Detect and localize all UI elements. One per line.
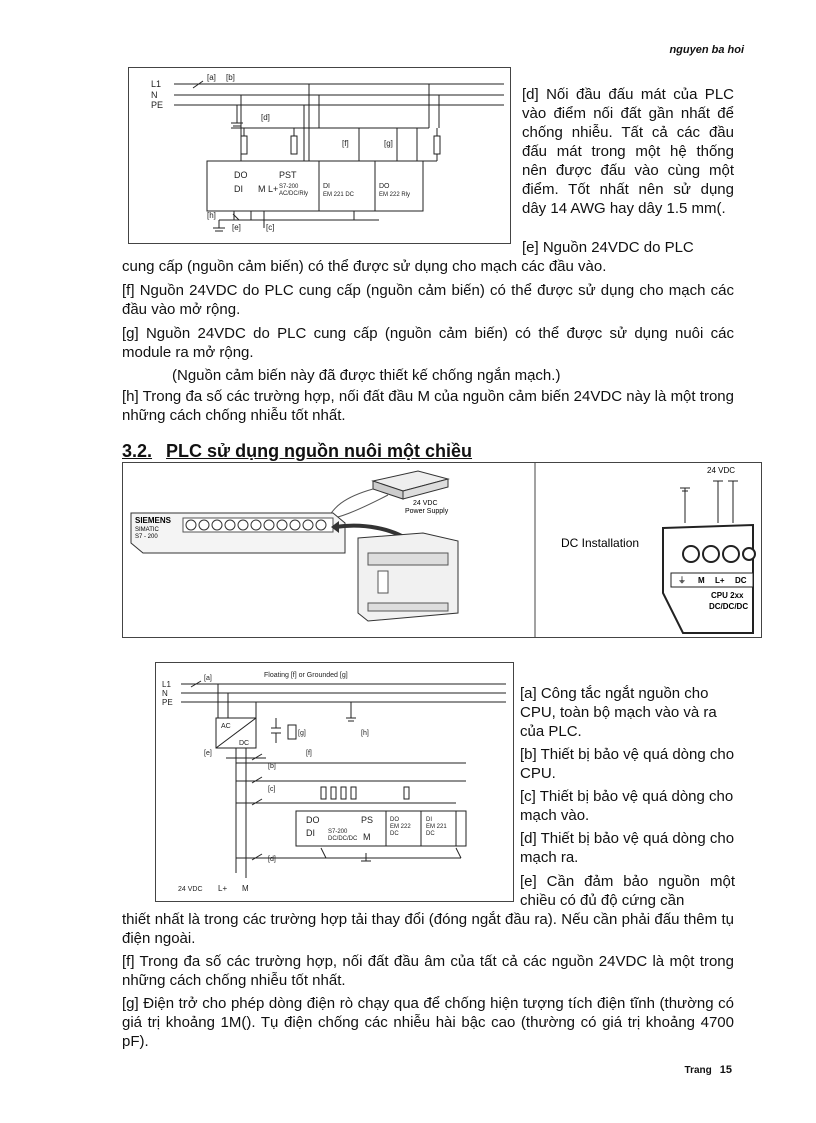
tag-label: [b] bbox=[226, 73, 235, 82]
cpu-label: DO bbox=[306, 815, 320, 825]
plc-brand: SIEMENS bbox=[135, 516, 172, 525]
tag-label: [g] bbox=[298, 730, 306, 737]
cpu-label: PS bbox=[361, 815, 374, 825]
diagram-title: Floating [f] or Grounded [g] bbox=[264, 672, 348, 679]
terminal-screw-icon bbox=[225, 520, 235, 530]
note-g2: [g] Điện trở cho phép dòng điện rò chạy qua để chống hiện tượng tích điện tĩnh (thường có giá trị khoảng 1M(). Tụ điện chống các nhiễu hài bậc cao (thường có giá trị khoảng 4700 pF). bbox=[122, 995, 734, 1050]
note-b: [b] Thiết bị bảo vệ quá dòng cho CPU. bbox=[520, 746, 735, 782]
terminal-screw-icon bbox=[251, 520, 261, 530]
line-label: N bbox=[151, 90, 158, 100]
tag-label: [a] bbox=[207, 73, 216, 82]
supply-terminal: L+ bbox=[218, 884, 228, 893]
terminal-label: ⏚ bbox=[678, 576, 686, 585]
tag-label: [c] bbox=[268, 786, 276, 793]
tag-label: [f] bbox=[306, 750, 312, 757]
terminal-screw-icon bbox=[277, 520, 287, 530]
em222-label: DO bbox=[379, 183, 390, 190]
tag-label: [b] bbox=[268, 763, 276, 770]
note-short-circuit: (Nguồn cảm biến này đã được thiết kế chống ngắn mạch.) bbox=[172, 367, 561, 384]
cpu-label: S7-200 bbox=[279, 184, 299, 190]
em222-label: EM 222 Rly bbox=[379, 192, 411, 198]
terminal-screw-icon bbox=[290, 520, 300, 530]
cpu-label: S7-200 bbox=[328, 829, 348, 835]
note-e2-first: [e] Cần đảm bảo nguồn một chiều có đủ độ cứng cần bbox=[520, 873, 735, 909]
note-f: [f] Nguồn 24VDC do PLC cung cấp (nguồn cảm biến) có thể được sử dụng cho mạch các đầu vào mở rộng. bbox=[122, 282, 734, 318]
dc-install-label: DC Installation bbox=[561, 536, 640, 550]
note-e2-rest: thiết nhất là trong các trường hợp tải thay đổi (đóng ngắt đầu ra). Nếu cần phải đấu thêm tụ điện ngoài. bbox=[122, 911, 734, 947]
terminal-label: DC bbox=[735, 576, 747, 585]
page-number: 15 bbox=[719, 1064, 732, 1076]
section-title: PLC sử dụng nguồn nuôi một chiều bbox=[166, 441, 473, 461]
line-label: L1 bbox=[162, 680, 171, 689]
terminal-screw-icon bbox=[316, 520, 326, 530]
line-label: N bbox=[162, 689, 168, 698]
plc-unit-photo bbox=[358, 533, 458, 621]
plc-series: S7 - 200 bbox=[135, 534, 158, 540]
cpu-variant: DC/DC/DC bbox=[709, 602, 749, 611]
note-c: [c] Thiết bị bảo vệ quá dòng cho mạch vào. bbox=[520, 788, 734, 824]
cpu-label: DI bbox=[306, 828, 315, 838]
tag-label: [h] bbox=[361, 730, 369, 737]
tag-label: [d] bbox=[261, 113, 270, 122]
tag-label: [f] bbox=[342, 139, 349, 148]
terminal-screw-icon bbox=[212, 520, 222, 530]
terminal-screws bbox=[186, 520, 326, 530]
power-supply-box bbox=[373, 471, 449, 515]
line-label: PE bbox=[151, 100, 164, 110]
tag-label: [g] bbox=[384, 139, 393, 148]
em222-label: DC bbox=[390, 831, 399, 837]
line-label: PE bbox=[162, 698, 173, 707]
footer-label: Trang bbox=[684, 1065, 712, 1076]
cpu-label: DO bbox=[234, 170, 248, 180]
supply-label: 24 VDC bbox=[413, 500, 438, 507]
cpu-label: DC/DC/DC bbox=[328, 836, 358, 842]
cpu-label: PST bbox=[279, 170, 297, 180]
terminal-label: L+ bbox=[715, 576, 725, 585]
tag-label: [c] bbox=[266, 223, 275, 232]
em222-label: EM 222 bbox=[390, 824, 411, 830]
cpu-label: M bbox=[258, 184, 266, 194]
dc-install-figure bbox=[122, 462, 762, 638]
tag-label: [e] bbox=[232, 223, 241, 232]
wiring-diagram-ac bbox=[128, 67, 511, 244]
em221-label: DI bbox=[323, 183, 330, 190]
note-e-first: [e] Nguồn 24VDC do PLC bbox=[522, 239, 694, 256]
tag-label: [e] bbox=[204, 750, 212, 757]
supply-terminal: M bbox=[242, 884, 249, 893]
em222-label: DO bbox=[390, 817, 399, 823]
tag-label: [h] bbox=[207, 211, 216, 220]
em221-label: EM 221 DC bbox=[323, 192, 355, 198]
em221-label: EM 221 bbox=[426, 824, 447, 830]
note-a: [a] Công tắc ngắt nguồn cho CPU, toàn bộ mạch vào và ra của PLC. bbox=[520, 685, 717, 740]
terminal-label: M bbox=[698, 576, 705, 585]
terminal-screw-icon bbox=[186, 520, 196, 530]
supply-label2: Power Supply bbox=[405, 508, 449, 515]
tag-label: [d] bbox=[268, 856, 276, 863]
terminal-screw-icon bbox=[238, 520, 248, 530]
line-label: L1 bbox=[151, 79, 162, 89]
plc-terminal-strip bbox=[131, 513, 345, 553]
plc-model: SIMATIC bbox=[135, 527, 159, 533]
wiring-diagram-dc bbox=[155, 662, 514, 902]
em221-label: DC bbox=[426, 831, 435, 837]
page-footer bbox=[685, 1064, 732, 1076]
cpu-label: AC/DC/Rly bbox=[279, 191, 309, 197]
note-d: [d] Nối đầu đấu mát của PLC vào điểm nối đất gần nhất để chống nhiễu. Tất cả các đầu đấu mát trong một hệ thống nên được đấu vào cùng một điểm. Tốt nhất nên sử dụng dây 14 AWG hay dây 1.5 mm(. bbox=[522, 86, 734, 217]
em221-label: DI bbox=[426, 817, 432, 823]
cpu-label: M bbox=[363, 832, 371, 842]
terminal-screw-icon bbox=[303, 520, 313, 530]
section-number: 3.2. bbox=[122, 441, 153, 461]
cpu-label: DI bbox=[234, 184, 243, 194]
header-author: nguyen ba hoi bbox=[669, 44, 744, 56]
acdc-label: AC bbox=[221, 723, 231, 730]
terminal-screw-icon bbox=[199, 520, 209, 530]
voltage-label: 24 VDC bbox=[707, 466, 736, 475]
note-h: [h] Trong đa số các trường hợp, nối đất đầu M của nguồn cảm biến 24VDC này là một trong những cách chống nhiễu tốt nhất. bbox=[122, 388, 734, 424]
section-heading bbox=[122, 441, 472, 462]
note-g: [g] Nguồn 24VDC do PLC cung cấp (nguồn cảm biến) có thể được sử dụng nuôi các module ra mở rộng. bbox=[122, 325, 734, 361]
cpu-label: L+ bbox=[268, 184, 279, 194]
dc-install-view bbox=[561, 466, 755, 633]
note-e-rest: cung cấp (nguồn cảm biến) có thể được sử dụng cho mạch các đầu vào. bbox=[122, 258, 607, 275]
note-d2: [d] Thiết bị bảo vệ quá dòng cho mạch ra. bbox=[520, 830, 735, 866]
cpu-model: CPU 2xx bbox=[711, 591, 744, 600]
supply-label: 24 VDC bbox=[178, 886, 203, 893]
acdc-label: DC bbox=[239, 740, 250, 747]
tag-label: [a] bbox=[204, 675, 212, 682]
note-f2: [f] Trong đa số các trường hợp, nối đất đầu âm của tất cả các nguồn 24VDC là một trong những cách chống nhiễu tốt nhất. bbox=[122, 953, 734, 989]
terminal-screw-icon bbox=[264, 520, 274, 530]
